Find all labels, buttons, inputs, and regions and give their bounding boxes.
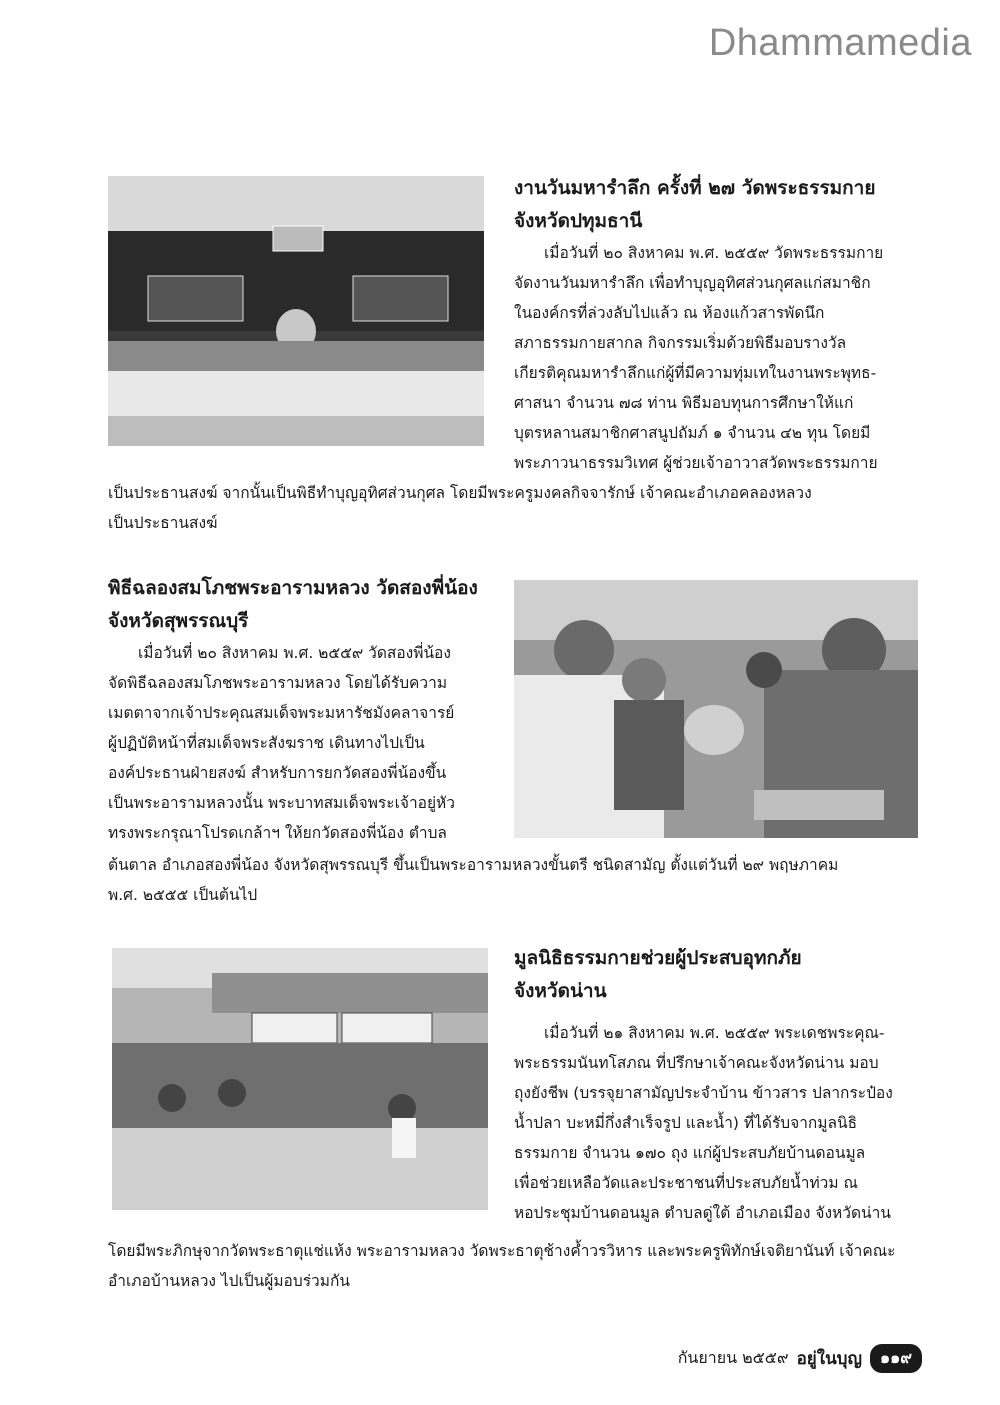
page-footer (678, 1344, 922, 1373)
article-3-body-line: ถุงยังชีพ (บรรจุยาสามัญประจำบ้าน ข้าวสาร ปลากระป๋อง (514, 1084, 893, 1102)
article-1-headline-line-1: งานวันมหารำลึก ครั้งที่ ๒๗ วัดพระธรรมกาย (514, 177, 876, 199)
article-3-body-line: พระธรรมนันทโสภณ ที่ปรึกษาเจ้าคณะจังหวัดน่าน มอบ (514, 1054, 879, 1072)
article-1-body-line: เกียรติคุณมหารำลึกแก่ผู้ที่มีความทุ่มเทในงานพระพุทธ- (514, 364, 877, 382)
article-2-body-line: เป็นพระอารามหลวงนั้น พระบาทสมเด็จพระเจ้าอยู่หัว (108, 794, 455, 812)
article-2-body-line: ต้นตาล อำเภอสองพี่น้อง จังหวัดสุพรรณบุรี ขึ้นเป็นพระอารามหลวงขั้นตรี ชนิดสามัญ ตั้งแต่วันที่ ๒๙ พฤษภาคม (108, 856, 839, 874)
article-2-headline-line-2: จังหวัดสุพรรณบุรี (108, 610, 249, 632)
article-2-body-line: เมตตาจากเจ้าประคุณสมเด็จพระมหารัชมังคลาจารย์ (108, 704, 455, 722)
article-1-body-line: จัดงานวันมหารำลึก เพื่อทำบุญอุทิศส่วนกุศลแก่สมาชิก (514, 274, 871, 292)
flood-relief-image (112, 948, 488, 1210)
article-3-body-line: อำเภอบ้านหลวง ไปเป็นผู้มอบร่วมกัน (108, 1272, 350, 1290)
article-1-body-line: บุตรหลานสมาชิกศาสนูปถัมภ์ ๑ จำนวน ๔๒ ทุน โดยมี (514, 424, 871, 442)
article-3-body-line: หอประชุมบ้านดอนมูล ตำบลดู่ใต้ อำเภอเมือง จังหวัดน่าน (514, 1204, 891, 1222)
article-2-body-line: ทรงพระกรุณาโปรดเกล้าฯ ให้ยกวัดสองพี่น้อง ตำบล (108, 824, 447, 842)
article-1-body-line: เป็นประธานสงฆ์ (108, 514, 218, 532)
article-2-headline-line-1: พิธีฉลองสมโภชพระอารามหลวง วัดสองพี่น้อง (108, 577, 478, 599)
article-3-body-line: เพื่อช่วยเหลือวัดและประชาชนที่ประสบภัยน้ำท่วม ณ (514, 1174, 858, 1192)
article-3-body-line: เมื่อวันที่ ๒๑ สิงหาคม พ.ศ. ๒๕๕๙ พระเดชพระคุณ- (544, 1024, 885, 1042)
magazine-name: อยู่ในบุญ (796, 1349, 862, 1369)
article-2-body-line: เมื่อวันที่ ๒๐ สิงหาคม พ.ศ. ๒๕๕๙ วัดสองพี่น้อง (138, 644, 451, 662)
article-1-body-line: สภาธรรมกายสากล กิจกรรมเริ่มด้วยพิธีมอบรางวัล (514, 334, 847, 352)
article-2-body-line: พ.ศ. ๒๕๕๕ เป็นต้นไป (108, 886, 258, 904)
article-1-body-line: พระภาวนาธรรมวิเทศ ผู้ช่วยเจ้าอาวาสวัดพระธรรมกาย (514, 454, 878, 472)
article-2-body-line: องค์ประธานฝ่ายสงฆ์ สำหรับการยกวัดสองพี่น้องขึ้น (108, 764, 447, 782)
article-1-headline-line-2: จังหวัดปทุมธานี (514, 210, 643, 232)
hall-ceremony-image (108, 176, 484, 446)
article-3-body-line: โดยมีพระภิกษุจากวัดพระธาตุแช่แห้ง พระอารามหลวง วัดพระธาตุช้างค้ำวรวิหาร และพระครูพิทักษ์เจติยานันท์ เจ้าคณะ (108, 1242, 896, 1260)
article-1-body-line: ศาสนา จำนวน ๗๘ ท่าน พิธีมอบทุนการศึกษาให้แก่ (514, 394, 854, 412)
article-3-body-line: น้ำปลา บะหมี่กึ่งสำเร็จรูป และน้ำ) ที่ได้รับจากมูลนิธิ (514, 1114, 858, 1132)
brand-title: Dhammamedia (708, 22, 972, 64)
monk-offering-image (514, 580, 918, 838)
article-3-photo (112, 948, 488, 1210)
article-2-body-line: จัดพิธีฉลองสมโภชพระอารามหลวง โดยได้รับความ (108, 674, 448, 692)
article-1-body-line: ในองค์กรที่ล่วงลับไปแล้ว ณ ห้องแก้วสารพัดนึก (514, 304, 825, 322)
article-3-headline-line-1: มูลนิธิธรรมกายช่วยผู้ประสบอุทกภัย (514, 947, 802, 969)
page-number: ๑๑๙ (870, 1344, 922, 1373)
article-1-body-line: เป็นประธานสงฆ์ จากนั้นเป็นพิธีทำบุญอุทิศส่วนกุศล โดยมีพระครูมงคลกิจจารักษ์ เจ้าคณะอำเภอคลองหลวง (108, 484, 812, 502)
article-1-photo (108, 176, 484, 446)
article-1-body-line: เมื่อวันที่ ๒๐ สิงหาคม พ.ศ. ๒๕๕๙ วัดพระธรรมกาย (544, 244, 884, 262)
issue-date: กันยายน ๒๕๕๙ (677, 1348, 789, 1367)
article-3-headline-line-2: จังหวัดน่าน (514, 980, 607, 1002)
article-3-body-line: ธรรมกาย จำนวน ๑๗๐ ถุง แก่ผู้ประสบภัยบ้านดอนมูล (514, 1144, 866, 1162)
article-2-photo (514, 580, 918, 838)
article-2-body-line: ผู้ปฏิบัติหน้าที่สมเด็จพระสังฆราช เดินทางไปเป็น (108, 734, 425, 752)
